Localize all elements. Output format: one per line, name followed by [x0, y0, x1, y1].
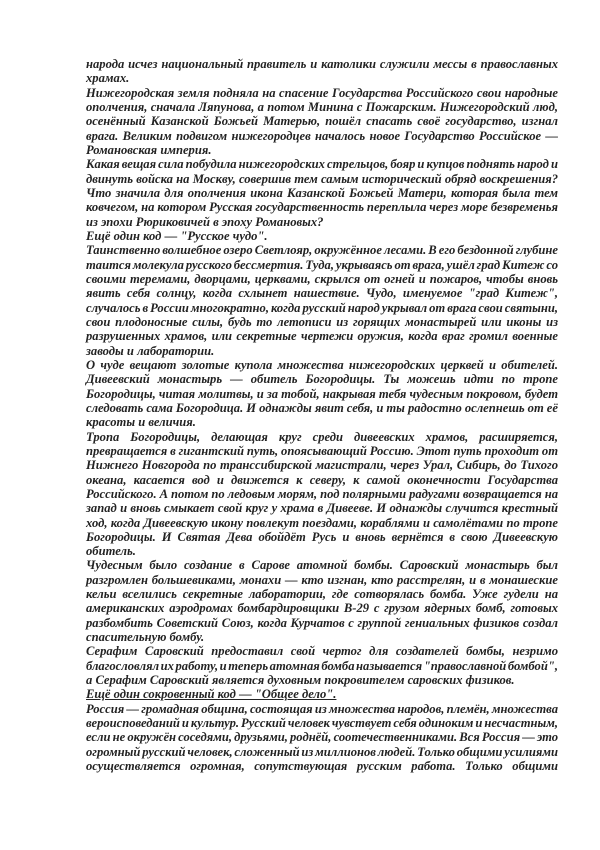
text-line-content: случалось в России многократно, когда русский народ укрывал от врага свои святыни,: [86, 300, 558, 315]
text-line: [86, 716, 558, 730]
text-line-content: Богородицы. И Святая Дева обойдёт Русь и вновь вернётся в свою Дивеевскую: [86, 529, 558, 544]
text-line-content: обитель.: [86, 544, 136, 559]
text-line: [86, 71, 558, 85]
text-line: [86, 530, 558, 544]
text-line: [86, 286, 558, 300]
text-line: [86, 745, 558, 759]
text-line-content: спасительную бомбу.: [86, 630, 205, 645]
text-line-content: следовать сама Богородица. И однажды явит себя, и ты радостно ослепнешь от её: [86, 400, 558, 415]
text-line-content: а Серафим Саровский является духовным покровителем саровских физиков.: [86, 673, 515, 688]
text-line-content: американских аэродромах бомбардировщики В-29 с грузом ядерных бомб, готовых: [86, 601, 558, 616]
text-line: [86, 644, 558, 658]
text-line-content: ход, когда Дивеевскую икону повлекут поездами, кораблями и самолётами по тропе: [86, 515, 558, 530]
text-line: [86, 430, 558, 444]
text-line-content: красоты и величия.: [86, 415, 196, 430]
text-line-content: Что значила для ополчения икона Казанской Божьей Матери, которая была тем: [86, 185, 558, 200]
text-line-content: осуществляется огромная, сопутствующая русским работа. Только общими: [86, 759, 558, 774]
text-line: [86, 86, 558, 100]
text-line: [86, 272, 558, 286]
text-line-content: кельи вселились секретные лаборатории, где сотворялась бомба. Уже гудели на: [86, 587, 558, 602]
text-line-content: таится молекула русского бессмертия. Туда, укрываясь от врага, ушёл град Китеж со: [86, 257, 558, 272]
text-line: [86, 458, 558, 472]
text-line-content: если не окружён соседями, друзьями, роднёй, соотечественниками. Вся Россия — это: [86, 730, 558, 745]
text-line: [86, 702, 558, 716]
paragraph: [86, 86, 558, 158]
paragraph: [86, 558, 558, 644]
text-line: [86, 558, 558, 572]
text-line: [86, 573, 558, 587]
text-line-content: разгромлен большевиками, монахи — кто изгнан, кто расстрелян, и в монашеские: [86, 572, 558, 587]
text-line: [86, 301, 558, 315]
text-line: [86, 687, 558, 701]
text-line: [86, 157, 558, 171]
text-line: [86, 315, 558, 329]
paragraph: [86, 644, 558, 687]
text-line-content: двинуть войска на Москву, совершив тем самым исторический обряд воскрешения?: [86, 171, 558, 186]
text-line: [86, 601, 558, 615]
text-line-content: запад и вновь смыкает свой круг у храма в Дивееве. И однажды случится крестный: [86, 501, 558, 516]
text-line: [86, 501, 558, 515]
text-line: [86, 358, 558, 372]
paragraph: [86, 702, 558, 774]
text-line-content: Чудесным было создание в Сарове атомной бомбы. Саровский монастырь был: [86, 558, 558, 573]
text-line: [86, 143, 558, 157]
paragraph: [86, 358, 558, 430]
text-line: [86, 444, 558, 458]
text-line-content: заводы и лаборатории.: [86, 343, 215, 358]
text-line: [86, 516, 558, 530]
text-line: [86, 172, 558, 186]
text-line-content: Какая вещая сила побудила нижегородских стрельцов, бояр и купцов поднять народ и: [86, 157, 558, 172]
text-line-content: Ещё один код — "Русское чудо".: [86, 228, 268, 243]
text-line-content: Ещё один сокровенный код — "Общее дело".: [86, 687, 337, 702]
text-line-content: Нижегородская земля подняла на спасение Государства Российского свои народные: [86, 85, 558, 100]
text-line-content: Тропа Богородицы, делающая круг среди дивеевских храмов, расширяется,: [86, 429, 558, 444]
text-line-content: превращается в гигантский путь, опоясывающий Россию. Этот путь проходит от: [86, 443, 558, 458]
text-line-content: свои плодоносные силы, будь то летописи из горящих монастырей или иконы из: [86, 314, 558, 329]
text-line: [86, 616, 558, 630]
text-line-content: Серафим Саровский предоставил свой чертог для создателей бомбы, незримо: [86, 644, 558, 659]
text-line-content: ковчегом, на котором Русская государственность переплыла через море безвременья: [86, 200, 558, 215]
text-line-content: Россия — громадная община, состоящая из множества народов, племён, множества: [86, 701, 558, 716]
text-line-content: океана, касается вод и движется к северу, к самой оконечности Государства: [86, 472, 558, 487]
text-line: [86, 57, 558, 71]
text-line: [86, 387, 558, 401]
text-line-content: своими теремами, дворцами, церквами, скрылся от огней и пожаров, чтобы вновь: [86, 271, 558, 286]
text-line: [86, 200, 558, 214]
text-line-content: благословлял их работу, и теперь атомная бомба называется "православной бомбой",: [86, 658, 558, 673]
text-line: [86, 630, 558, 644]
text-line: [86, 129, 558, 143]
text-line: [86, 243, 558, 257]
text-line-content: разрушенных храмов, или секретные чертежи оружия, когда враг громил военные: [86, 329, 558, 344]
text-line: [86, 114, 558, 128]
text-line: [86, 673, 558, 687]
text-line-content: вероисповеданий и культур. Русский человек чувствует себя одиноким и несчастным,: [86, 716, 558, 731]
text-line-content: народа исчез национальный правитель и католики служили мессы в православных: [86, 57, 558, 71]
paragraph: [86, 57, 558, 86]
text-line: [86, 415, 558, 429]
section-heading-underlined: [86, 687, 558, 701]
text-line: [86, 344, 558, 358]
text-line-content: ополчения, сначала Ляпунова, а потом Минина с Пожарским. Нижегородский люд,: [86, 99, 558, 114]
text-line: [86, 372, 558, 386]
text-line-content: Богородицы, читая молитвы, и за тобой, накрывая тебя чудесным покровом, будет: [86, 386, 558, 401]
text-line: [86, 401, 558, 415]
text-line: [86, 258, 558, 272]
section-heading: [86, 229, 558, 243]
text-line-content: осенённый Казанской Божьей Матерью, пошёл спасать своё государство, изгнал: [86, 114, 558, 129]
text-line: [86, 759, 558, 773]
text-line: [86, 730, 558, 744]
text-line: [86, 587, 558, 601]
text-line-content: Российского. А потом по ледовым морям, под полярными радугами возвращается на: [86, 486, 558, 501]
text-line-content: из эпохи Рюриковичей в эпоху Романовых?: [86, 214, 324, 229]
text-line-content: Романовская империя.: [86, 142, 212, 157]
text-line-content: Дивеевский монастырь — обитель Богородицы. Ты можешь идти по тропе: [86, 372, 558, 387]
text-line-content: Нижнего Новгорода по транссибирской магистрали, через Урал, Сибирь, до Тихого: [86, 458, 558, 473]
text-line: [86, 487, 558, 501]
text-line-content: храмах.: [86, 71, 130, 86]
text-line: [86, 215, 558, 229]
paragraph: [86, 430, 558, 559]
text-line: [86, 229, 558, 243]
text-line-content: разбомбить Советский Союз, когда Курчатов с группой гениальных физиков создал: [86, 615, 558, 630]
text-line-content: огромный русский человек, сложенный из миллионов людей. Только общими усилиями: [86, 744, 558, 759]
text-line: [86, 659, 558, 673]
text-line: [86, 100, 558, 114]
text-line: [86, 329, 558, 343]
text-line: [86, 186, 558, 200]
text-line-content: Таинственно волшебное озеро Светлояр, окружённое лесами. В его бездонной глубине: [86, 243, 558, 258]
text-line-content: О чуде вещают золотые купола множества нижегородских церквей и обителей.: [86, 357, 558, 372]
text-line-content: явить себя солнцу, когда схлынет нашествие. Чудо, именуемое "град Китеж",: [86, 286, 558, 301]
paragraph: [86, 243, 558, 358]
text-line-content: врага. Великим подвигом нижегородцев началось новое Государство Российское —: [86, 128, 558, 143]
text-line: [86, 544, 558, 558]
text-line: [86, 473, 558, 487]
paragraph: [86, 157, 558, 229]
document-page: [86, 57, 558, 773]
